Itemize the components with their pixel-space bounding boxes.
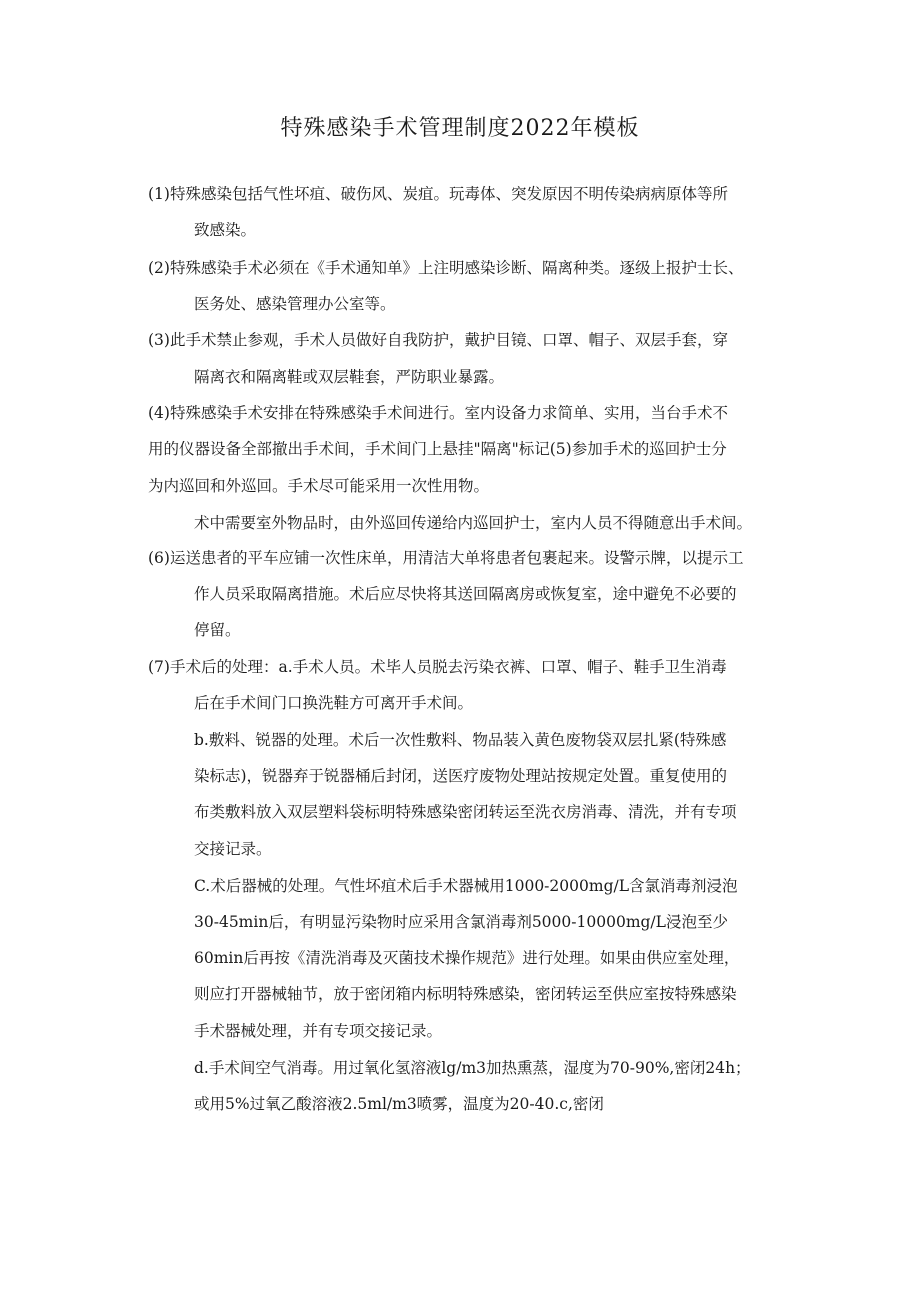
text-line: 手术器械处理，并有专项交接记录。	[194, 1022, 443, 1040]
text-line: 布类敷料放入双层塑料袋标明特殊感染密闭转运至洗衣房消毒、清洗，并有专项	[194, 803, 737, 821]
text-line: (7)手术后的处理：a.手术人员。术毕人员脱去污染衣裤、口罩、帽子、鞋手卫生消毒	[148, 658, 727, 676]
text-line: 停留。	[194, 621, 241, 639]
text-line: 染标志)，锐器弃于锐器桶后封闭，送医疗废物处理站按规定处置。重复使用的	[194, 767, 728, 785]
text-line: 术中需要室外物品时，由外巡回传递给内巡回护士，室内人员不得随意出手术间。	[194, 514, 753, 532]
text-line: b.敷料、锐器的处理。术后一次性敷料、物品装入黄色废物袋双层扎紧(特殊感	[194, 731, 727, 749]
text-line: 致感染。	[194, 221, 257, 239]
text-line: (4)特殊感染手术安排在特殊感染手术间进行。室内设备力求简单、实用，当台手术不	[148, 404, 728, 422]
text-line: 医务处、感染管理办公室等。	[194, 295, 396, 313]
text-line: 则应打开器械轴节，放于密闭箱内标明特殊感染，密闭转运至供应室按特殊感染	[194, 985, 737, 1003]
text-line: 60min后再按《清洗消毒及灭菌技术操作规范》进行处理。如果由供应室处理，	[194, 949, 740, 967]
text-line: 隔离衣和隔离鞋或双层鞋套，严防职业暴露。	[194, 368, 505, 386]
text-line: C.术后器械的处理。气性坏疽术后手术器械用1000-2000mg∕L含氯消毒剂浸泡	[194, 877, 738, 895]
text-line: (3)此手术禁止参观，手术人员做好自我防护，戴护目镜、口罩、帽子、双层手套，穿	[148, 331, 728, 349]
text-line: (1)特殊感染包括气性坏疽、破伤风、炭疽。玩毒体、突发原因不明传染病病原体等所	[148, 185, 728, 203]
text-line: 为内巡回和外巡回。手术尽可能采用一次性用物。	[148, 477, 490, 495]
text-line: 交接记录。	[194, 840, 272, 858]
text-line: 后在手术间门口换洗鞋方可离开手术间。	[194, 694, 474, 712]
text-line: 或用5%过氧乙酸溶液2.5ml/m3喷雾，温度为20-40.c,密闭	[194, 1095, 604, 1113]
text-line: 用的仪器设备全部撤出手术间，手术间门上悬挂"隔离"标记(5)参加手术的巡回护士分	[148, 440, 727, 458]
text-line: (6)运送患者的平车应铺一次性床单，用清洁大单将患者包裹起来。设警示牌，以提示工	[148, 549, 744, 567]
text-line: 作人员采取隔离措施。术后应尽快将其送回隔离房或恢复室，途中避免不必要的	[194, 585, 737, 603]
text-line: d.手术间空气消毒。用过氧化氢溶液lg/m3加热熏蒸，湿度为70-90%,密闭24h；	[194, 1059, 751, 1077]
text-line: 30-45min后，有明显污染物时应采用含氯消毒剂5000-10000mg∕L浸泡至少	[194, 913, 728, 931]
document-title: 特殊感染手术管理制度2022年模板	[280, 116, 640, 141]
text-line: (2)特殊感染手术必须在《手术通知单》上注明感染诊断、隔离种类。逐级上报护士长、	[148, 259, 744, 277]
